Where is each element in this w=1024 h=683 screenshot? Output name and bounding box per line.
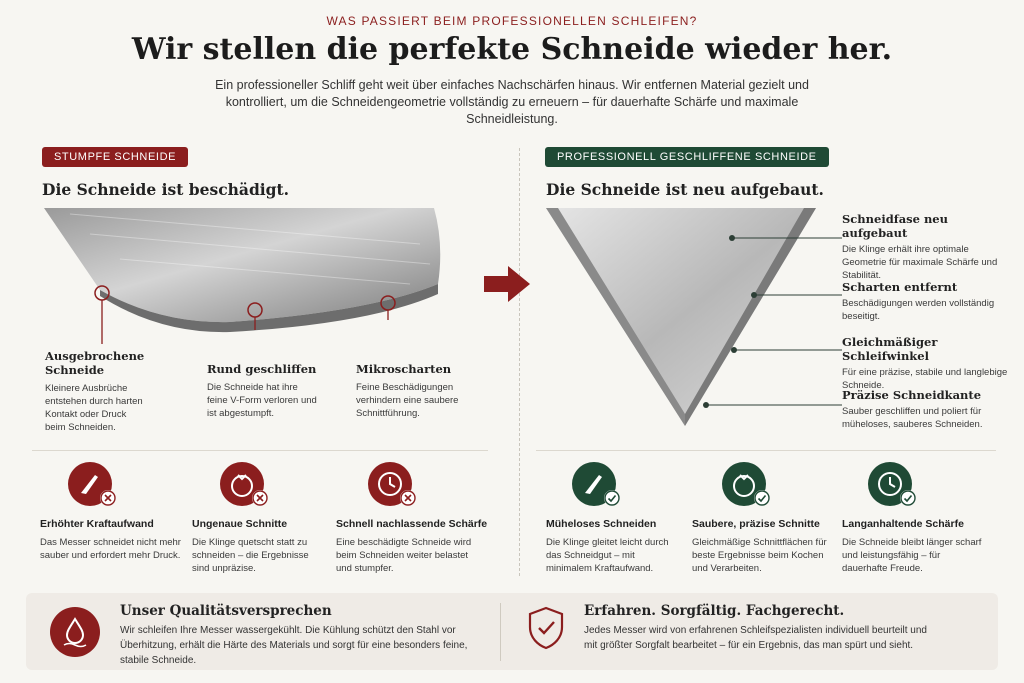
- benefit-item: [546, 462, 676, 575]
- benefit-title: Ungenaue Schnitte: [192, 518, 288, 530]
- callout-title: Mikroscharten: [356, 362, 452, 376]
- benefit-text: Gleichmäßige Schnittflächen für beste Ergebnisse beim Kochen und Verarbeiten.: [692, 537, 827, 574]
- annotation-text: Sauber geschliffen und poliert für müheloses, sauberes Schneiden.: [842, 406, 983, 430]
- callout-title: Rund geschliffen: [207, 362, 317, 376]
- annotation-cutting-edge: [842, 388, 1014, 431]
- benefit-item: [336, 462, 486, 575]
- experience-text: Jedes Messer wird von erfahrenen Schleifspezialisten individuell beurteilt und mit größter Sorgfalt bearbeitet – für ein Ergebnis, das man spürt und sieht.: [584, 625, 927, 651]
- benefit-title: Schnell nachlassende Schärfe: [336, 518, 488, 530]
- annotation-bevel: [842, 212, 1014, 282]
- callout-text: Feine Beschädigungen verhindern eine saubere Schnittführung.: [356, 382, 459, 419]
- annotation-title: Gleichmäßiger Schleifwinkel: [842, 335, 938, 363]
- benefit-text: Eine beschädigte Schneide wird beim Schneiden weiter belastet und stumpfer.: [336, 537, 472, 574]
- annotation-title: Scharten entfernt: [842, 280, 958, 294]
- tomato-check-icon: [722, 462, 766, 506]
- annotation-text: Beschädigungen werden vollständig beseitigt.: [842, 298, 995, 322]
- callout-rounded-edge: [207, 362, 317, 420]
- eyebrow-heading: WAS PASSIERT BEIM PROFESSIONELLEN SCHLEIFEN?: [326, 14, 698, 28]
- promise-title: Unser Qualitätsversprechen: [120, 603, 332, 619]
- tomato-x-icon: [220, 462, 264, 506]
- benefit-item: [192, 462, 324, 575]
- left-subtitle: Die Schneide ist beschädigt.: [42, 180, 290, 199]
- promise-text: Wir schleifen Ihre Messer wassergekühlt. Die Kühlung schützt den Stahl vor Überhitzung, erhält die Härte des Materials und sorgt für eine besonders feine, stabile Schneide.: [120, 625, 468, 666]
- badge-dull-edge: STUMPFE SCHNEIDE: [42, 147, 188, 167]
- annotation-text: Die Klinge erhält ihre optimale Geometrie für maximale Schärfe und Stabilität.: [842, 244, 998, 281]
- bar-divider: [500, 603, 501, 661]
- annotation-angle: [842, 335, 1018, 392]
- section-divider-right: [536, 450, 996, 451]
- callout-title: Ausgebrochene Schneide: [45, 349, 145, 377]
- right-subtitle: Die Schneide ist neu aufgebaut.: [546, 180, 824, 199]
- shield-check-icon: [526, 605, 566, 651]
- knife-x-icon: [68, 462, 112, 506]
- clock-check-icon: [868, 462, 912, 506]
- knife-check-icon: [572, 462, 616, 506]
- annotation-title: Präzise Schneidkante: [842, 388, 982, 402]
- callout-text: Die Schneide hat ihre feine V-Form verloren und ist abgestumpft.: [207, 382, 317, 419]
- experience-title: Erfahren. Sorgfältig. Fachgerecht.: [584, 603, 845, 619]
- benefit-text: Die Schneide bleibt länger scharf und leistungsfähig – für dauerhafte Freude.: [842, 537, 982, 574]
- benefit-item: [40, 462, 185, 562]
- benefit-item: [692, 462, 828, 575]
- annotation-text: Für eine präzise, stabile und langlebige Schneide.: [842, 367, 1008, 391]
- annotation-nicks-removed: [842, 280, 1014, 323]
- benefit-text: Die Klinge gleitet leicht durch das Schneidgut – mit minimalem Kraftaufwand.: [546, 537, 669, 574]
- vertical-divider: [519, 148, 520, 576]
- page-title: Wir stellen die perfekte Schneide wieder her.: [131, 32, 893, 67]
- intro-text: Ein professioneller Schliff geht weit über einfaches Nachschärfen hinaus. Wir entfernen Material gezielt und kontrolliert, um die Schneidengeometrie vollständig zu erneuern – für dauerhafte Schärfe und maximale Schneidleistung.: [215, 78, 809, 126]
- water-drop-icon: [50, 607, 100, 657]
- section-divider-left: [32, 450, 488, 451]
- benefit-text: Das Messer schneidet nicht mehr sauber und erfordert mehr Druck.: [40, 537, 181, 561]
- annotation-title: Schneidfase neu aufgebaut: [842, 212, 948, 240]
- callout-chipped-edge: [45, 349, 145, 434]
- benefit-text: Die Klinge quetscht statt zu schneiden – die Ergebnisse sind unpräzise.: [192, 537, 309, 574]
- benefit-title: Erhöhter Kraftaufwand: [40, 518, 154, 530]
- arrow-right-icon: [484, 266, 532, 302]
- badge-sharpened-edge: PROFESSIONELL GESCHLIFFENE SCHNEIDE: [545, 147, 829, 167]
- benefit-title: Langanhaltende Schärfe: [842, 518, 964, 530]
- benefit-item: [842, 462, 982, 575]
- dull-blade-illustration: [40, 204, 450, 344]
- callout-micro-nicks: [356, 362, 468, 420]
- clock-x-icon: [368, 462, 412, 506]
- callout-text: Kleinere Ausbrüche entstehen durch harten Kontakt oder Druck beim Schneiden.: [45, 383, 143, 433]
- benefit-title: Saubere, präzise Schnitte: [692, 518, 820, 530]
- benefit-title: Müheloses Schneiden: [546, 518, 657, 530]
- sharp-blade-illustration: [544, 206, 844, 432]
